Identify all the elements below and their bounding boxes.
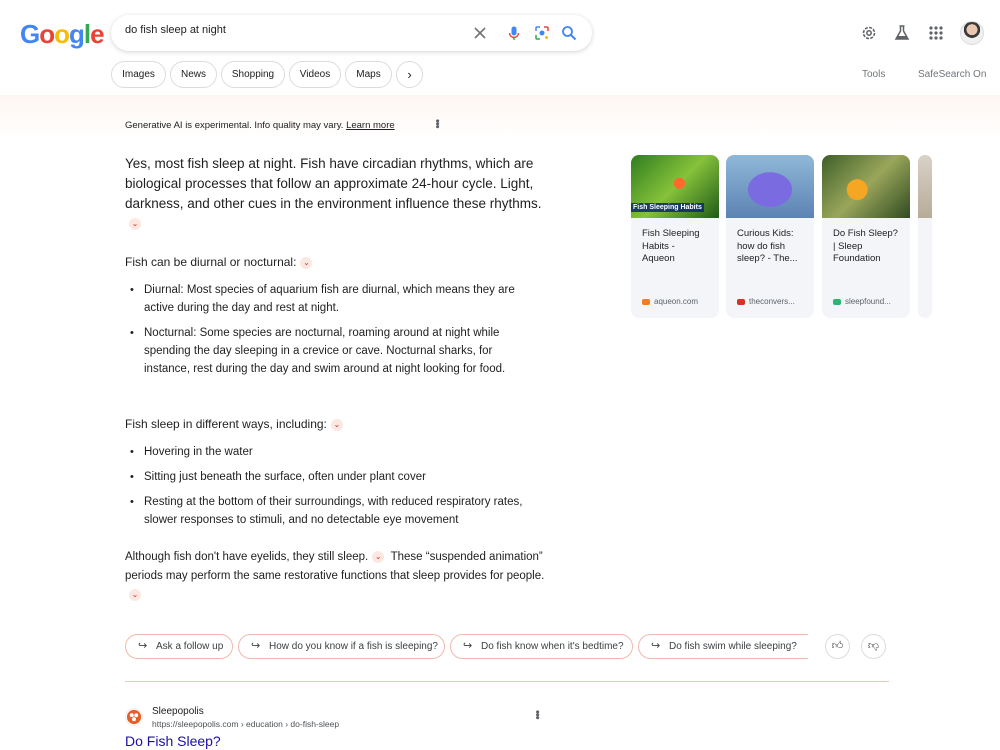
more-options-icon[interactable]: ••• xyxy=(431,119,443,128)
followup-text: Do fish swim while sleeping? xyxy=(669,641,797,652)
logo-letter: o xyxy=(54,19,70,49)
section-title-text: Fish can be diurnal or nocturnal: xyxy=(125,255,297,269)
card-title: Fish Sleeping Habits - Aqueon xyxy=(642,228,700,264)
microphone-icon[interactable] xyxy=(506,25,522,41)
list-item: • Nocturnal: Some species are nocturnal, roaming around at night while spending the day sleeping in a crevice or cave. Nocturnal sharks, for instance, rest during the day and swim around at night looking for food. xyxy=(130,324,540,378)
ai-overview xyxy=(125,154,545,234)
card-title: Curious Kids: how do fish sleep? - The... xyxy=(737,228,798,264)
image-caption: Fish Sleeping Habits xyxy=(633,204,702,211)
chevron-right-icon: › xyxy=(407,67,412,82)
card-image xyxy=(918,155,932,218)
card-source-text: aqueon.com xyxy=(654,297,699,306)
reply-arrow-icon: ↪ xyxy=(251,640,261,652)
list-item: • Resting at the bottom of their surroundings, with reduced respiratory rates, slower responses to stimuli, and no detectable eye movement xyxy=(130,493,540,529)
closing-text-b: These “suspended animation” periods may perform the same restorative functions that sleep provides for people. xyxy=(125,551,545,582)
chevron-down-icon[interactable]: ⌄ xyxy=(300,257,312,269)
section-title xyxy=(125,255,312,269)
closing-text-a: Although fish don't have eyelids, they still sleep. xyxy=(125,551,369,563)
source-card[interactable] xyxy=(726,155,814,318)
chevron-down-icon[interactable]: ⌄ xyxy=(331,419,343,431)
card-image xyxy=(822,155,910,218)
search-icon[interactable] xyxy=(561,25,577,41)
settings-icon[interactable] xyxy=(860,24,878,42)
search-input[interactable] xyxy=(125,24,455,36)
result-site-name: Sleepopolis xyxy=(152,706,204,717)
card-source-text: sleepfound... xyxy=(845,297,891,306)
source-card[interactable] xyxy=(822,155,910,318)
reply-arrow-icon: ↪ xyxy=(138,640,148,652)
conversation-favicon-icon xyxy=(737,299,745,305)
followup-chip[interactable] xyxy=(238,634,445,659)
thumbs-down-button[interactable] xyxy=(861,634,886,659)
chevron-down-icon[interactable]: ⌄ xyxy=(129,589,141,601)
avatar[interactable] xyxy=(960,21,984,45)
chip-shopping[interactable]: Shopping xyxy=(221,61,285,88)
source-card-partial[interactable] xyxy=(918,155,932,318)
logo-letter: o xyxy=(39,19,55,49)
list-item: • Sitting just beneath the surface, often under plant cover xyxy=(130,468,540,486)
clear-icon[interactable] xyxy=(472,25,488,41)
card-image xyxy=(631,155,719,218)
thumbs-down-icon: 👎︎ xyxy=(867,640,880,652)
labs-icon[interactable] xyxy=(893,24,911,42)
logo-letter: G xyxy=(20,19,40,49)
thumbs-up-icon: 👍︎ xyxy=(831,640,844,652)
chips-next-button[interactable] xyxy=(396,61,423,88)
followup-text: Do fish know when it's bedtime? xyxy=(481,641,624,652)
reply-arrow-icon: ↪ xyxy=(463,640,473,652)
diurnal-list xyxy=(130,281,540,385)
tools-button[interactable]: Tools xyxy=(862,69,886,80)
result-more-options-icon[interactable]: ••• xyxy=(531,710,543,719)
result-url: https://sleepopolis.com › education › do-fish-sleep xyxy=(152,719,340,729)
result-title-link[interactable]: Do Fish Sleep? xyxy=(125,733,221,749)
divider xyxy=(125,681,889,682)
thumbs-up-button[interactable] xyxy=(825,634,850,659)
ai-intro xyxy=(125,154,545,234)
logo-letter: e xyxy=(90,19,104,49)
ai-closing xyxy=(125,548,545,605)
followup-chip[interactable] xyxy=(638,634,808,659)
logo-letter: g xyxy=(69,19,84,49)
source-card[interactable] xyxy=(631,155,719,318)
section-title-text: Fish sleep in different ways, including: xyxy=(125,417,327,431)
safesearch-button[interactable]: SafeSearch On xyxy=(918,69,987,80)
ai-overview-glow xyxy=(0,95,1000,140)
sleep-ways-list xyxy=(130,443,540,536)
sleepopolis-favicon-icon xyxy=(125,708,143,726)
card-title: Do Fish Sleep? | Sleep Foundation xyxy=(833,228,898,264)
sleepfoundation-favicon-icon xyxy=(833,299,841,305)
chevron-down-icon[interactable]: ⌄ xyxy=(372,551,384,563)
followup-text: How do you know if a fish is sleeping? xyxy=(269,641,438,652)
apps-icon[interactable] xyxy=(927,24,945,42)
card-source-text: theconvers... xyxy=(749,297,795,306)
ai-intro-text: Yes, most fish sleep at night. Fish have circadian rhythms, which are biological processes that follow an approximate 24-hour cycle. Light, darkness, and other cues in the environment influence these rhythms. xyxy=(125,156,542,211)
section-title xyxy=(125,417,343,431)
aqueon-favicon-icon xyxy=(642,299,650,305)
followup-chip[interactable] xyxy=(125,634,233,659)
google-logo[interactable] xyxy=(20,19,104,50)
card-source xyxy=(737,297,795,306)
chevron-down-icon[interactable]: ⌄ xyxy=(129,218,141,230)
chip-videos[interactable]: Videos xyxy=(289,61,341,88)
chip-images[interactable]: Images xyxy=(111,61,166,88)
list-item: • Hovering in the water xyxy=(130,443,540,461)
card-source xyxy=(833,297,891,306)
card-image xyxy=(726,155,814,218)
search-box xyxy=(111,15,592,51)
reply-arrow-icon: ↪ xyxy=(651,640,661,652)
lens-icon[interactable] xyxy=(534,25,550,41)
chip-news[interactable]: News xyxy=(170,61,217,88)
list-item: • Diurnal: Most species of aquarium fish are diurnal, which means they are active during the day and rest at night. xyxy=(130,281,540,317)
chip-maps[interactable]: Maps xyxy=(345,61,392,88)
ai-notice xyxy=(125,120,395,131)
card-source xyxy=(642,297,698,306)
followup-text: Ask a follow up xyxy=(156,641,224,652)
ai-notice-text: Generative AI is experimental. Info quality may vary. xyxy=(125,120,344,131)
learn-more-link[interactable]: Learn more xyxy=(346,120,395,131)
followup-chip[interactable] xyxy=(450,634,633,659)
logo-letter: l xyxy=(83,19,91,49)
